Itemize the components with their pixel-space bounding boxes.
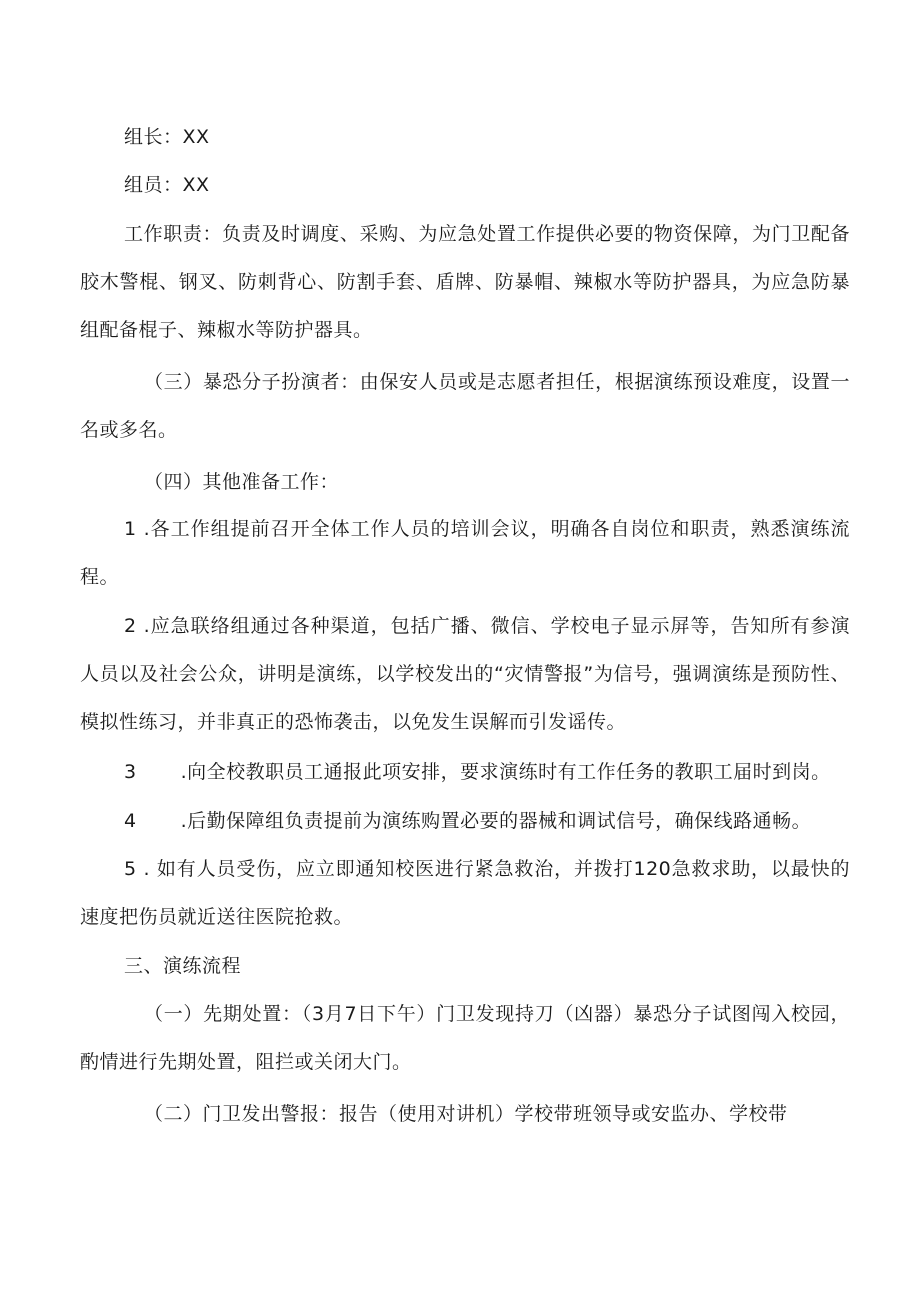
member-line: 组员：XX <box>124 174 210 196</box>
prep-item-4-number: 4 <box>124 810 137 832</box>
other-prep-heading: （四）其他准备工作： <box>144 471 340 493</box>
prep-item-4 <box>80 797 850 845</box>
prep-item-1: 1 .各工作组提前召开全体工作人员的培训会议，明确各自岗位和职责，熟悉演练流程。 <box>80 518 850 588</box>
prep-item-2: 2 .应急联络组通过各种渠道，包括广播、微信、学校电子显示屏等，告知所有参演人员以及社会公众，讲明是演练，以学校发出的“灾情警报”为信号，强调演练是预防性、模拟性练习，并非真正的恐怖袭击，以免发生误解而引发谣传。 <box>80 615 850 733</box>
step-2-paragraph: （二）门卫发出警报：报告（使用对讲机）学校带班领导或安监办、学校带 <box>144 1103 788 1125</box>
prep-item-3-text: .向全校教职员工通报此项安排，要求演练时有工作任务的教职工届时到岗。 <box>180 761 831 783</box>
section-3-heading: 三、演练流程 <box>124 955 242 977</box>
prep-item-3 <box>80 748 850 796</box>
prep-item-3-number: 3 <box>124 761 137 783</box>
step-1-paragraph: （一）先期处置：（3月7日下午）门卫发现持刀（凶器）暴恐分子试图闯入校园，酌情进行先期处置，阻拦或关闭大门。 <box>80 1003 850 1073</box>
duty-paragraph: 工作职责：负责及时调度、采购、为应急处置工作提供必要的物资保障，为门卫配备胶木警棍、钢叉、防刺背心、防割手套、盾牌、防暴帽、辣椒水等防护器具，为应急防暴组配备棍子、辣椒水等防护器具。 <box>80 223 850 341</box>
prep-item-5: 5 . 如有人员受伤，应立即通知校医进行紧急救治，并拨打120急救求助，以最快的速度把伤员就近送往医院抢救。 <box>80 858 850 928</box>
leader-line: 组长：XX <box>124 126 210 148</box>
actor-paragraph: （三）暴恐分子扮演者：由保安人员或是志愿者担任，根据演练预设难度，设置一名或多名。 <box>80 371 850 441</box>
prep-item-4-text: .后勤保障组负责提前为演练购置必要的器械和调试信号，确保线路通畅。 <box>180 810 812 832</box>
